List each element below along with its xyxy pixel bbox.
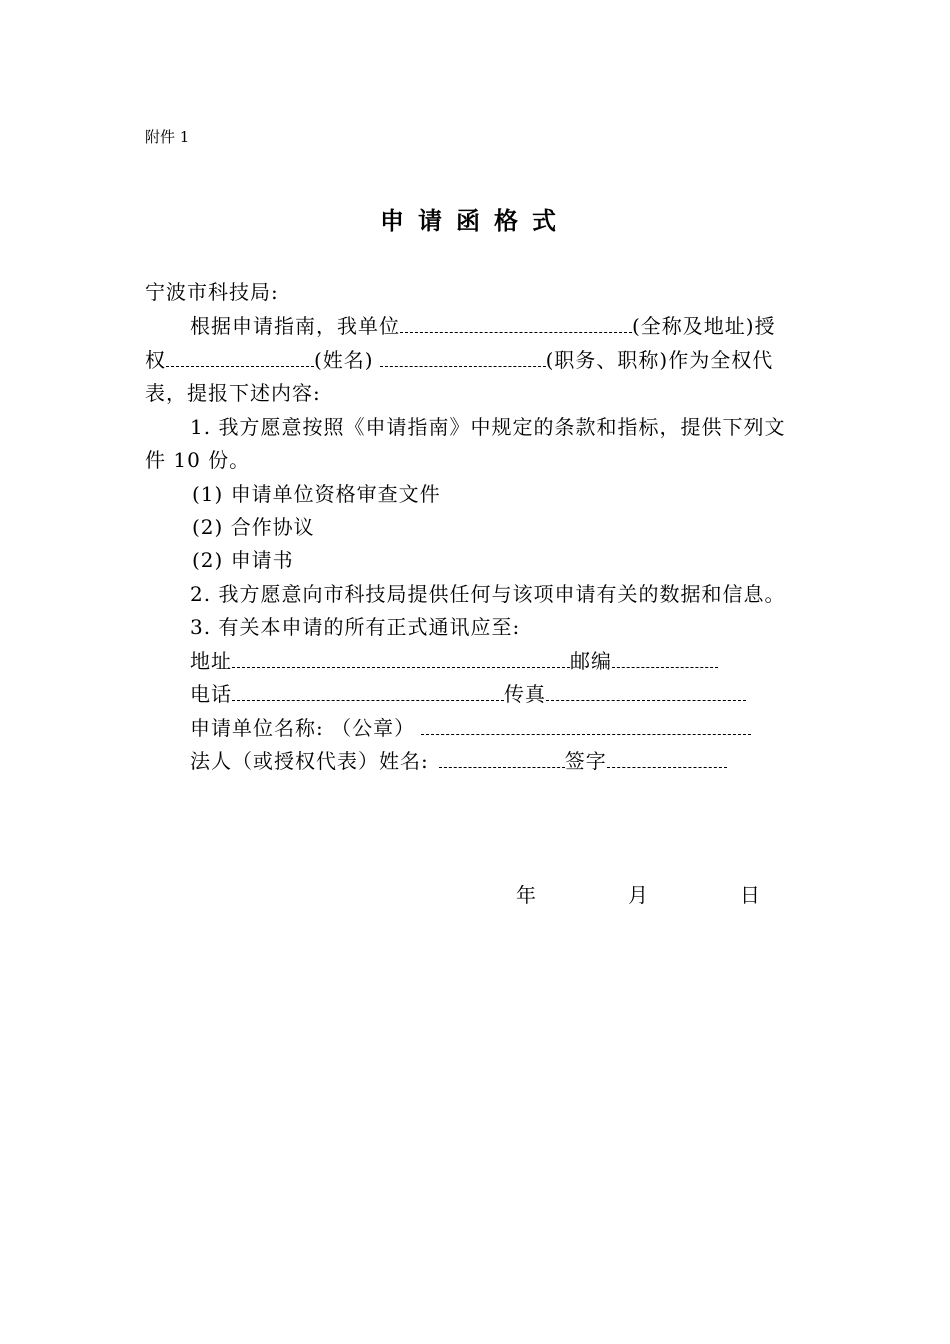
item1-line1: 1. 我方愿意按照《申请指南》中规定的条款和指标，提供下列文	[190, 415, 786, 439]
doc-item-2: (2) 合作协议	[192, 515, 315, 539]
position-blank[interactable]	[380, 348, 546, 367]
address-blank[interactable]	[232, 649, 570, 668]
phone-row	[190, 681, 746, 707]
para1-line1	[190, 313, 776, 339]
address-label: 地址	[190, 649, 232, 673]
date-year: 年	[516, 883, 536, 907]
unit-name-blank[interactable]	[421, 716, 751, 735]
unit-blank[interactable]	[400, 314, 632, 333]
date-month: 月	[628, 883, 648, 907]
para1-lead: 根据申请指南，我单位	[190, 314, 400, 338]
signature-label: 签字	[564, 749, 607, 773]
attachment-label: 附件 1	[145, 128, 190, 146]
unit-suffix: (全称及地址)授	[632, 314, 776, 338]
postcode-label: 邮编	[570, 649, 612, 673]
unit-name-label: 申请单位名称: （公章）	[190, 716, 416, 740]
page-title: 申请函格式	[380, 207, 570, 235]
name-blank[interactable]	[166, 348, 314, 367]
address-row	[190, 648, 718, 674]
phone-label: 电话	[190, 682, 232, 706]
para1-line2-lead: 权	[145, 348, 166, 372]
legal-rep-blank[interactable]	[439, 749, 565, 768]
legal-rep-label: 法人（或授权代表）姓名:	[190, 749, 429, 773]
salutation: 宁波市科技局:	[145, 280, 279, 304]
position-label: (职务、职称)作为全权代	[545, 348, 774, 372]
doc-item-3: (2) 申请书	[192, 548, 294, 572]
date-day: 日	[740, 883, 760, 907]
signature-blank[interactable]	[607, 749, 727, 768]
postcode-blank[interactable]	[612, 649, 718, 668]
item3: 3. 有关本申请的所有正式通讯应至:	[190, 615, 521, 639]
legal-rep-row	[190, 748, 727, 774]
item1-line2: 件 10 份。	[145, 448, 251, 472]
phone-blank[interactable]	[232, 682, 504, 701]
fax-blank[interactable]	[546, 682, 746, 701]
fax-label: 传真	[504, 682, 546, 706]
name-label: (姓名)	[314, 348, 374, 372]
unit-name-row	[190, 715, 751, 741]
item2: 2. 我方愿意向市科技局提供任何与该项申请有关的数据和信息。	[190, 582, 786, 606]
para1-line2	[145, 347, 773, 373]
para1-line3: 表，提报下述内容:	[145, 381, 321, 405]
doc-item-1: (1) 申请单位资格审查文件	[192, 482, 441, 506]
